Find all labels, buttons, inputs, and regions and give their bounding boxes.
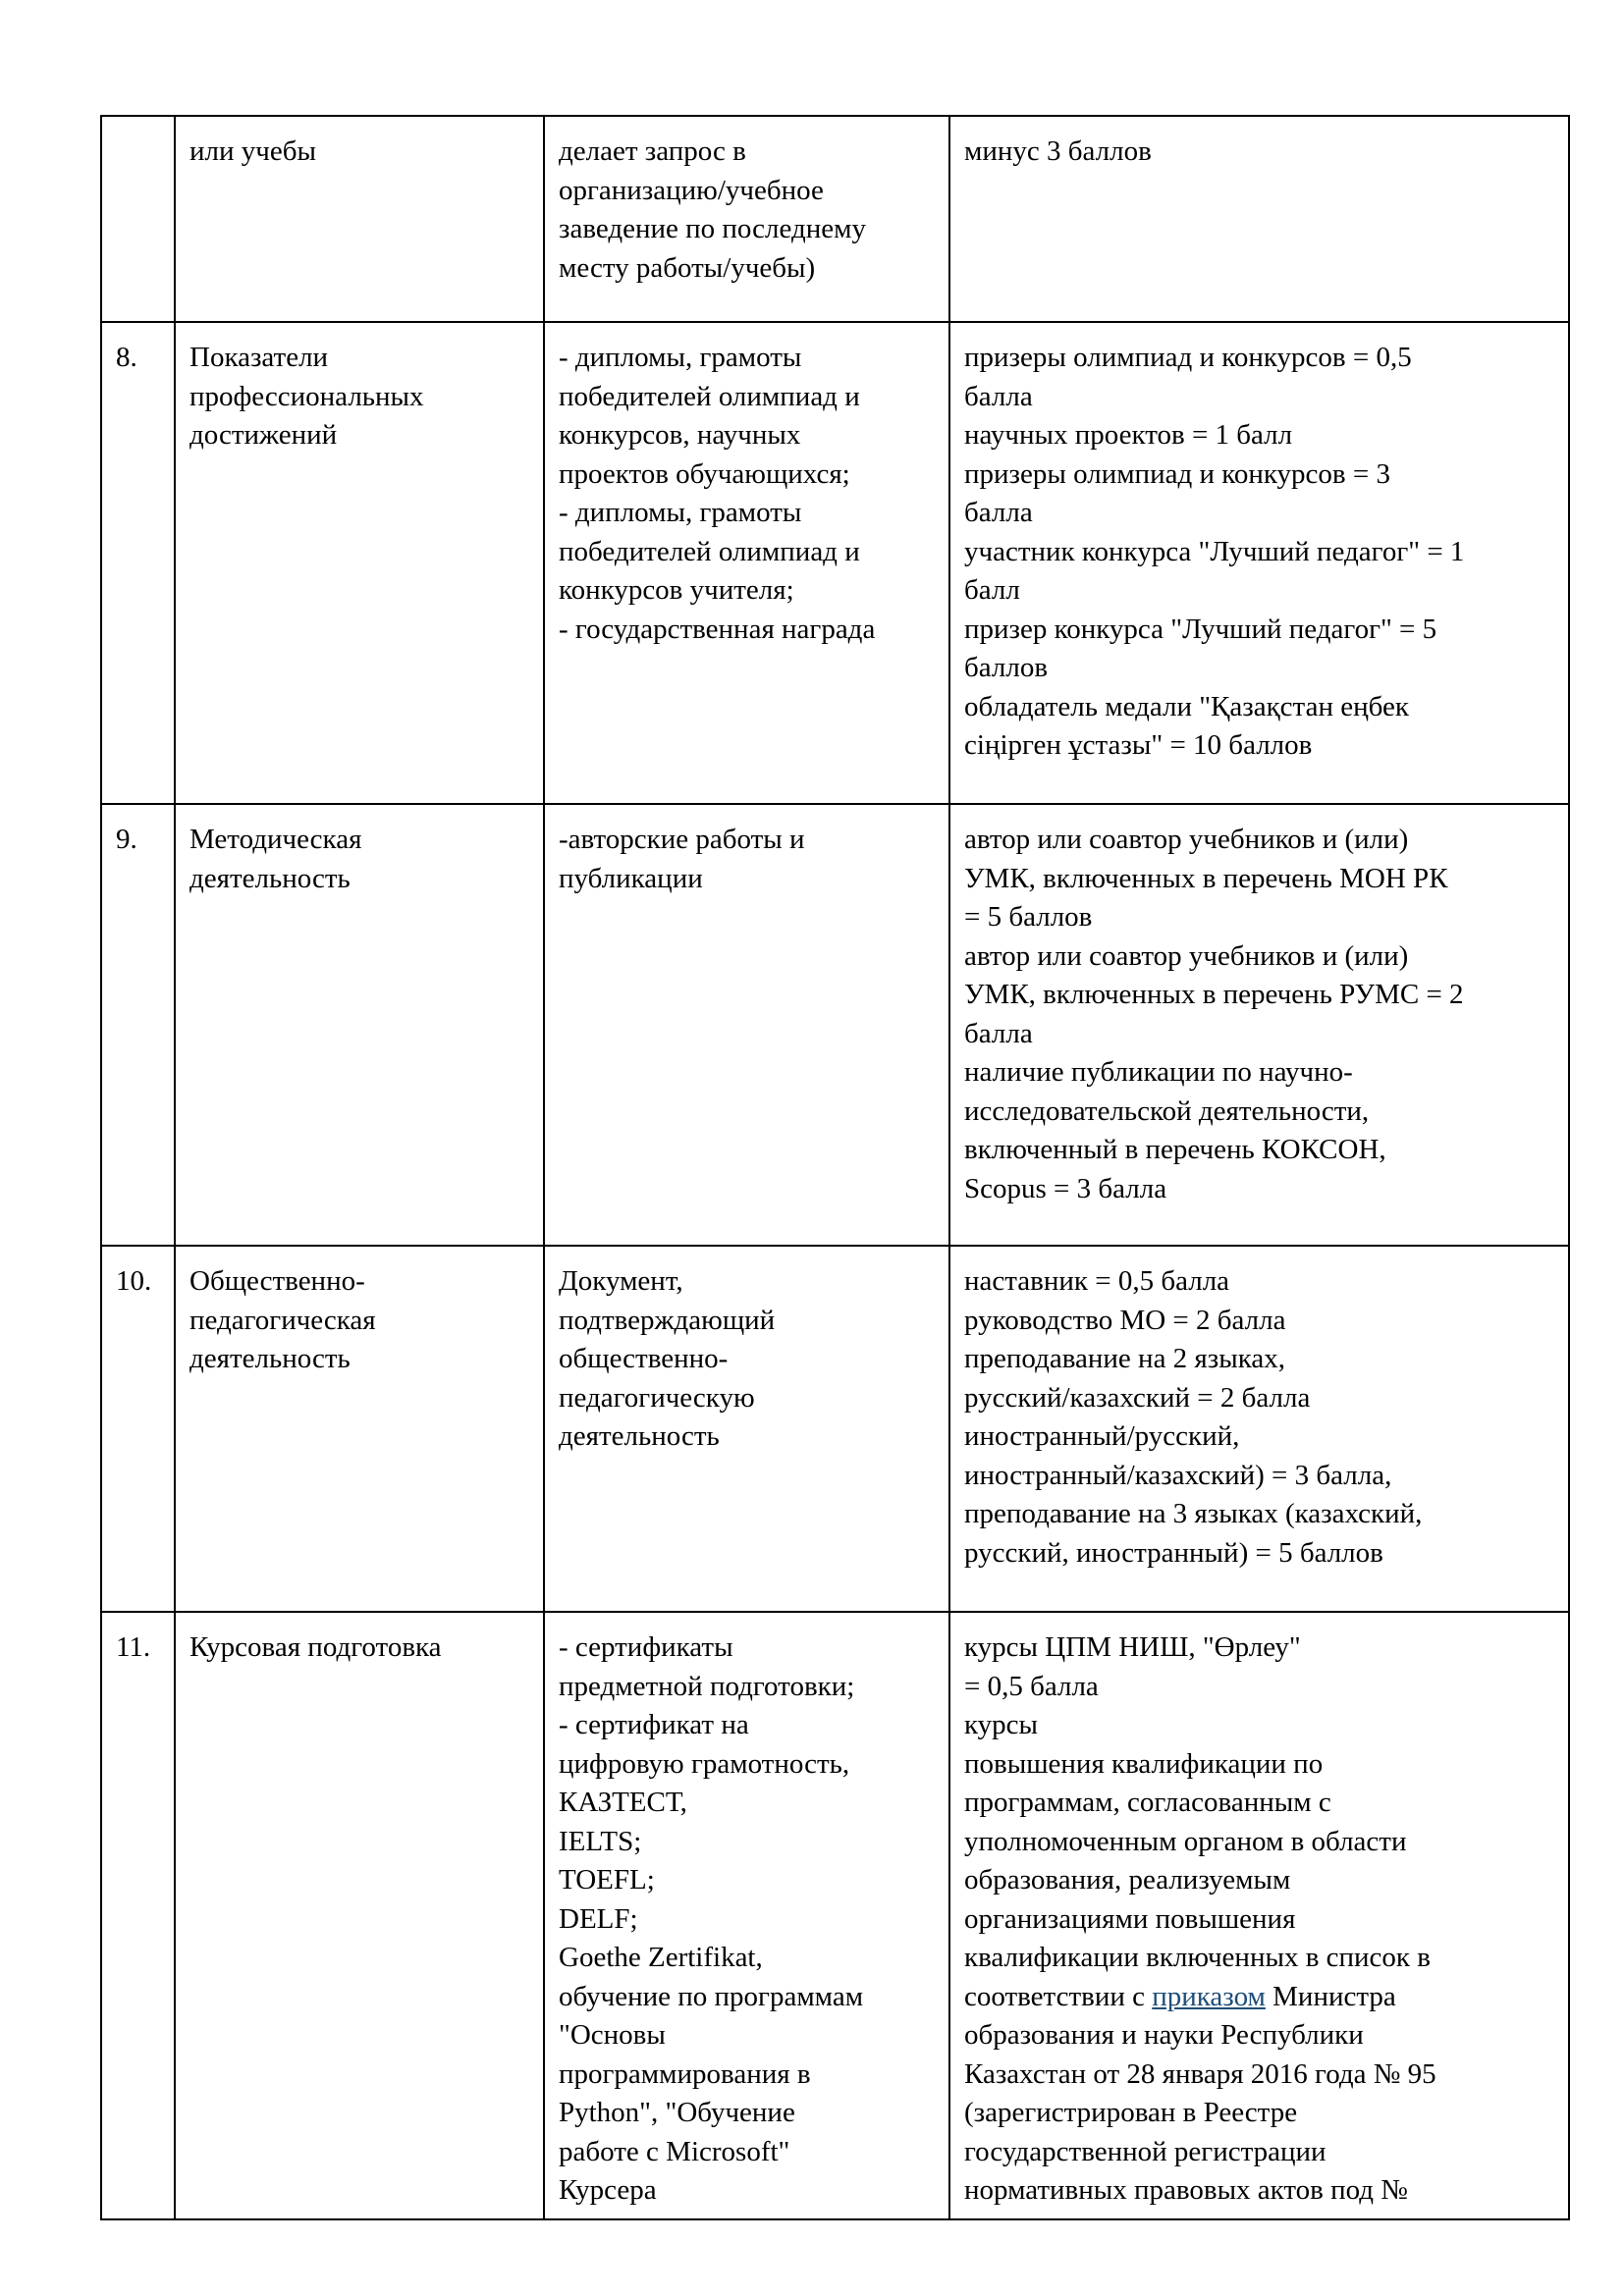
criterion-score: курсы ЦПМ НИШ, "Өрлеу" = 0,5 балла курсы повышения квалификации по программам, согласованным с уполномоченным органом в области образования, реализуемым организациями повышения квалификации включенных в список в соответствии с приказом Министра образования и науки Республики Казахстан от 28 января 2016 года № 95 (зарегистрирован в Реестре государственной регистрации нормативных правовых актов под № (949, 1612, 1569, 2219)
row-number: 10. (101, 1246, 175, 1612)
criterion-name: или учебы (175, 116, 544, 322)
row-number: 8. (101, 322, 175, 804)
criterion-score: наставник = 0,5 балла руководство МО = 2 балла преподавание на 2 языках, русский/казахский = 2 балла иностранный/русский, иностранный/казахский) = 3 балла, преподавание на 3 языках (казахский, русский, иностранный) = 5 баллов (949, 1246, 1569, 1612)
criterion-score: автор или соавтор учебников и (или) УМК, включенных в перечень МОН РК = 5 баллов автор или соавтор учебников и (или) УМК, включенных в перечень РУМС = 2 балла наличие публикации по научно- исследовательской деятельности, включенный в перечень КОКСОН, Scopus = 3 балла (949, 804, 1569, 1246)
table-row (101, 116, 1569, 322)
criterion-score: минус 3 баллов (949, 116, 1569, 322)
order-link[interactable]: приказом (1152, 1980, 1266, 2012)
table-row (101, 804, 1569, 1246)
row-number: 9. (101, 804, 175, 1246)
criterion-name: Общественно- педагогическая деятельность (175, 1246, 544, 1612)
criteria-table (100, 115, 1570, 2220)
table-row (101, 322, 1569, 804)
criterion-name: Курсовая подготовка (175, 1612, 544, 2219)
criterion-documents: - сертификаты предметной подготовки; - сертификат на цифровую грамотность, КАЗТЕСТ, IELTS; TOEFL; DELF; Goethe Zertifikat, обучение по программам "Основы программирования в Python", "Обучение работе с Microsoft" Курсера (544, 1612, 949, 2219)
criterion-documents: - дипломы, грамоты победителей олимпиад и конкурсов, научных проектов обучающихся; - дипломы, грамоты победителей олимпиад и конкурсов учителя; - государственная награда (544, 322, 949, 804)
table-row (101, 1246, 1569, 1612)
criterion-documents: -авторские работы и публикации (544, 804, 949, 1246)
criterion-score: призеры олимпиад и конкурсов = 0,5 балла научных проектов = 1 балл призеры олимпиад и конкурсов = 3 балла участник конкурса "Лучший педагог" = 1 балл призер конкурса "Лучший педагог" = 5 баллов обладатель медали "Қазақстан еңбек сіңірген ұстазы" = 10 баллов (949, 322, 1569, 804)
row-number: 11. (101, 1612, 175, 2219)
criterion-name: Методическая деятельность (175, 804, 544, 1246)
table-row (101, 1612, 1569, 2219)
criterion-documents: Документ, подтверждающий общественно- педагогическую деятельность (544, 1246, 949, 1612)
criterion-name: Показатели профессиональных достижений (175, 322, 544, 804)
row-number (101, 116, 175, 322)
criterion-documents: делает запрос в организацию/учебное заведение по последнему месту работы/учебы) (544, 116, 949, 322)
